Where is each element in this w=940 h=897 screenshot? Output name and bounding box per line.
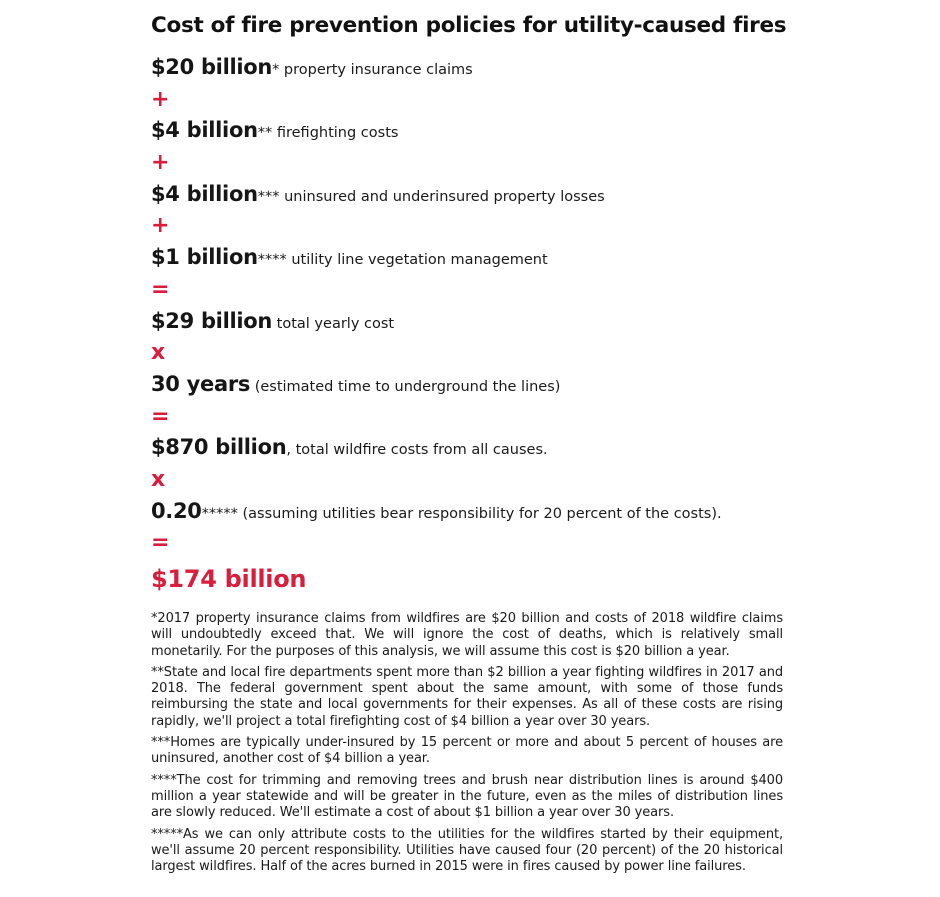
footnote: ****The cost for trimming and removing trees and brush near distribution lines is around $400 million a year statewide and will be greater in the future, even as the miles of distribution lines are slowly reduced. We'll estimate a cost of about $1 billion a year over 30 years. xyxy=(151,772,783,821)
term-amount: 0.20 xyxy=(151,498,202,523)
term-description: (estimated time to underground the lines) xyxy=(250,378,561,395)
term-description: **** utility line vegetation management xyxy=(257,252,548,269)
term-amount: $4 billion xyxy=(151,118,258,143)
term-amount: 30 years xyxy=(151,371,251,396)
cost-equation xyxy=(151,52,783,599)
equation-term xyxy=(151,432,783,464)
page-title: Cost of fire prevention policies for utility-caused fires xyxy=(151,13,787,38)
footnote: ***Homes are typically under-insured by 15 percent or more and about 5 percent of houses are uninsured, another cost of $4 billion a year. xyxy=(151,735,783,767)
operator-plus: + xyxy=(151,86,170,112)
term-description: ***** (assuming utilities bear responsibility for 20 percent of the costs). xyxy=(201,505,722,522)
operator-plus: + xyxy=(151,150,170,176)
term-amount: $4 billion xyxy=(151,181,258,206)
result-total: $174 billion xyxy=(151,565,307,593)
equation-term xyxy=(151,306,783,338)
infographic xyxy=(151,10,787,880)
equation-term xyxy=(151,496,783,528)
operator-equals: = xyxy=(151,530,170,556)
operator-multiply: x xyxy=(151,340,166,366)
term-description: , total wildfire costs from all causes. xyxy=(286,442,548,459)
term-amount: $29 billion xyxy=(151,308,273,333)
term-amount: $20 billion xyxy=(151,55,273,79)
footnote: *2017 property insurance claims from wildfires are $20 billion and costs of 2018 wildfire claims will undoubtedly exceed that. We will ignore the cost of deaths, which is relatively small monetarily. For the purposes of this analysis, we will assume this cost is $20 billion a year. xyxy=(151,611,783,659)
term-description: ** firefighting costs xyxy=(257,125,399,142)
equation-term xyxy=(151,242,783,274)
footnotes xyxy=(151,611,783,875)
term-amount: $870 billion xyxy=(151,435,287,460)
operator-plus: + xyxy=(151,213,170,239)
term-description: * property insurance claims xyxy=(272,62,473,78)
term-description: total yearly cost xyxy=(272,315,395,332)
footnote: *****As we can only attribute costs to the utilities for the wildfires started by their equipment, we'll assume 20 percent responsibility. Utilities have caused four (20 percent) of the 20 historical largest wildfires. Half of the acres burned in 2015 were in fires caused by power line failures. xyxy=(151,826,783,875)
operator-multiply: x xyxy=(151,466,166,492)
equation-term xyxy=(151,369,783,401)
term-amount: $1 billion xyxy=(151,245,258,270)
operator-equals: = xyxy=(151,276,170,302)
equation-term xyxy=(151,52,783,84)
operator-equals: = xyxy=(151,403,170,429)
footnote: **State and local fire departments spent more than $2 billion a year fighting wildfires in 2017 and 2018. The federal government spent about the same amount, with some of those funds reimbursing the state and local governments for their expenses. As all of these costs are rising rapidly, we'll project a total firefighting cost of $4 billion a year over 30 years. xyxy=(151,664,783,729)
term-description: *** uninsured and underinsured property losses xyxy=(257,188,605,205)
equation-term xyxy=(151,115,783,147)
equation-term xyxy=(151,179,783,211)
